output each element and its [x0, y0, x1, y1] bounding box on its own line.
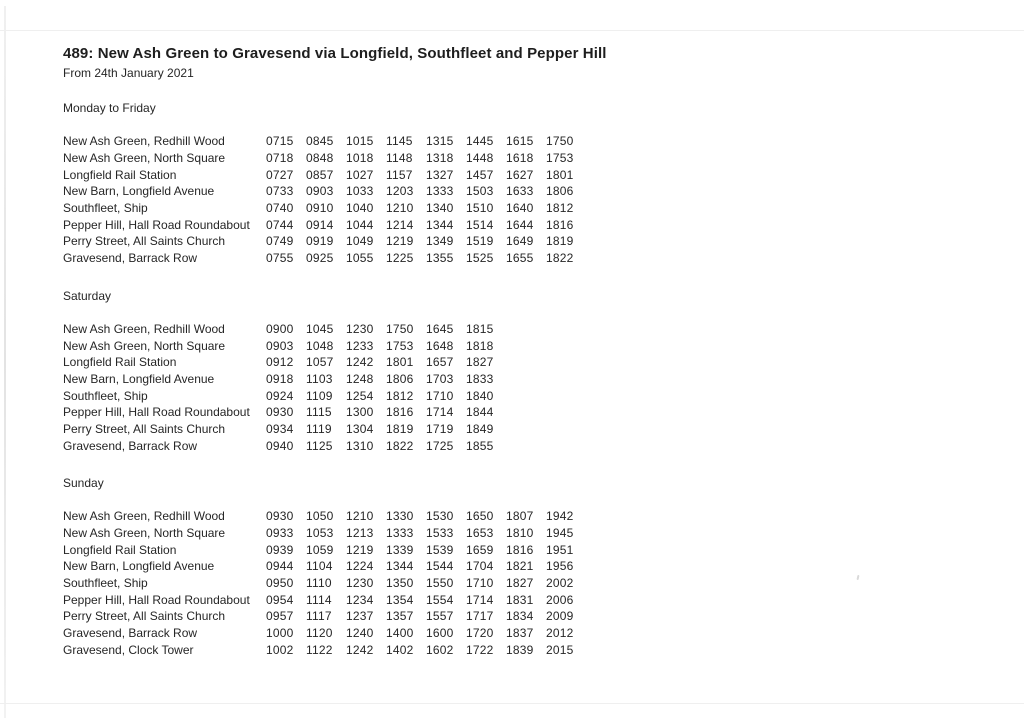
- stop-name: Gravesend, Clock Tower: [63, 642, 194, 657]
- stop-name: New Ash Green, North Square: [63, 338, 226, 353]
- time-cell: 1230: [346, 321, 374, 336]
- time-cell: 1355: [426, 251, 454, 266]
- time-cell: 2015: [546, 642, 574, 657]
- time-cell: 1703: [426, 371, 454, 386]
- time-cell: 1224: [346, 559, 374, 574]
- time-cell: 1110: [306, 576, 332, 591]
- day-label: Monday to Friday: [63, 101, 156, 115]
- time-cell: 1027: [346, 167, 374, 182]
- time-cell: 1834: [506, 609, 534, 624]
- time-cell: 1812: [546, 201, 574, 216]
- stop-name: New Barn, Longfield Avenue: [63, 371, 215, 386]
- timetable-row: [63, 437, 963, 454]
- stop-name: Gravesend, Barrack Row: [63, 251, 198, 266]
- timetable-row: [63, 421, 963, 438]
- time-cell: 0930: [266, 405, 294, 420]
- timetable-row: [63, 591, 963, 608]
- time-cell: 1234: [346, 592, 374, 607]
- time-cell: 1242: [346, 355, 374, 370]
- timetable-row: [63, 321, 963, 338]
- time-cell: 1753: [546, 151, 574, 166]
- time-cell: 1237: [346, 609, 374, 624]
- time-cell: 0857: [306, 167, 334, 182]
- stop-name: Pepper Hill, Hall Road Roundabout: [63, 217, 250, 232]
- time-cell: 1822: [386, 438, 414, 453]
- timetable-row: [63, 354, 963, 371]
- time-cell: 0914: [306, 217, 334, 232]
- time-cell: 1530: [426, 509, 454, 524]
- time-cell: 1645: [426, 321, 454, 336]
- time-cell: 1339: [386, 542, 414, 557]
- time-cell: 1000: [266, 626, 294, 641]
- time-cell: 1554: [426, 592, 454, 607]
- time-cell: 1145: [386, 134, 413, 149]
- timetable-row: [63, 183, 963, 200]
- time-cell: 0718: [266, 151, 294, 166]
- stop-name: Southfleet, Ship: [63, 576, 148, 591]
- day-section: [63, 288, 963, 455]
- timetable-row: [63, 387, 963, 404]
- time-cell: 1457: [466, 167, 494, 182]
- time-cell: 0749: [266, 234, 294, 249]
- time-cell: 1045: [306, 321, 334, 336]
- time-cell: 1230: [346, 576, 374, 591]
- time-cell: 1327: [426, 167, 454, 182]
- timetable-row: [63, 337, 963, 354]
- time-cell: 1219: [346, 542, 374, 557]
- time-cell: 1048: [306, 338, 334, 353]
- time-cell: 1539: [426, 542, 454, 557]
- time-cell: 0900: [266, 321, 294, 336]
- time-cell: 1214: [386, 217, 414, 232]
- time-cell: 1655: [506, 251, 534, 266]
- timetable-row: [63, 150, 963, 167]
- time-cell: 1203: [386, 184, 414, 199]
- time-cell: 0940: [266, 438, 294, 453]
- time-cell: 1210: [386, 201, 414, 216]
- timetable-row: [63, 216, 963, 233]
- time-cell: 0715: [266, 134, 294, 149]
- stop-name: New Barn, Longfield Avenue: [63, 184, 215, 199]
- time-cell: 1053: [306, 526, 334, 541]
- timetable-row: [63, 541, 963, 558]
- time-cell: 1816: [386, 405, 414, 420]
- time-cell: 1640: [506, 201, 534, 216]
- time-cell: 1720: [466, 626, 494, 641]
- timetable-grid: [63, 133, 963, 267]
- time-cell: 1333: [426, 184, 454, 199]
- time-cell: 0903: [306, 184, 334, 199]
- time-cell: 1033: [346, 184, 374, 199]
- time-cell: 1812: [386, 388, 414, 403]
- time-cell: 1849: [466, 421, 494, 436]
- timetable-row: [63, 575, 963, 592]
- time-cell: 1544: [426, 559, 454, 574]
- time-cell: 1855: [466, 438, 494, 453]
- day-label: Sunday: [63, 476, 104, 490]
- stop-name: Southfleet, Ship: [63, 201, 148, 216]
- time-cell: 1648: [426, 338, 454, 353]
- stop-name: Longfield Rail Station: [63, 167, 177, 182]
- timetable-row: [63, 558, 963, 575]
- time-cell: 1819: [386, 421, 414, 436]
- timetable-row: [63, 508, 963, 525]
- time-cell: 1602: [426, 642, 454, 657]
- stop-name: New Ash Green, North Square: [63, 151, 226, 166]
- time-cell: 1807: [506, 509, 534, 524]
- time-cell: 1103: [306, 371, 333, 386]
- time-cell: 1827: [506, 576, 534, 591]
- stop-name: New Ash Green, Redhill Wood: [63, 321, 225, 336]
- time-cell: 0744: [266, 217, 294, 232]
- time-cell: 1533: [426, 526, 454, 541]
- time-cell: 1157: [386, 167, 413, 182]
- time-cell: 2002: [546, 576, 574, 591]
- time-cell: 0930: [266, 509, 294, 524]
- time-cell: 1659: [466, 542, 494, 557]
- time-cell: 1714: [426, 405, 454, 420]
- time-cell: 1050: [306, 509, 334, 524]
- timetable-row: [63, 608, 963, 625]
- time-cell: 1514: [466, 217, 494, 232]
- time-cell: 0903: [266, 338, 294, 353]
- time-cell: 1119: [306, 421, 332, 436]
- timetable-grid: [63, 321, 963, 455]
- time-cell: 1330: [386, 509, 414, 524]
- time-cell: 1633: [506, 184, 534, 199]
- time-cell: 1344: [426, 217, 454, 232]
- stop-name: Gravesend, Barrack Row: [63, 438, 198, 453]
- time-cell: 1120: [306, 626, 333, 641]
- time-cell: 1233: [346, 338, 374, 353]
- scan-line-bottom-artifact: [0, 703, 1024, 704]
- time-cell: 1115: [306, 405, 332, 420]
- time-cell: 1831: [506, 592, 534, 607]
- time-cell: 0918: [266, 371, 294, 386]
- time-cell: 1122: [306, 642, 333, 657]
- time-cell: 1806: [546, 184, 574, 199]
- time-cell: 0727: [266, 167, 294, 182]
- timetable-row: [63, 642, 963, 659]
- time-cell: 1109: [306, 388, 333, 403]
- time-cell: 1627: [506, 167, 534, 182]
- day-section: [63, 475, 963, 658]
- time-cell: 1055: [346, 251, 374, 266]
- time-cell: 0950: [266, 576, 294, 591]
- timetable-row: [63, 625, 963, 642]
- time-cell: 0755: [266, 251, 294, 266]
- timetable-row: [63, 250, 963, 267]
- time-cell: 1002: [266, 642, 294, 657]
- time-cell: 1340: [426, 201, 454, 216]
- time-cell: 1357: [386, 609, 414, 624]
- time-cell: 1839: [506, 642, 534, 657]
- time-cell: 1242: [346, 642, 374, 657]
- time-cell: 1801: [546, 167, 574, 182]
- time-cell: 1951: [546, 542, 574, 557]
- stop-name: Gravesend, Barrack Row: [63, 626, 198, 641]
- time-cell: 1503: [466, 184, 494, 199]
- time-cell: 1525: [466, 251, 494, 266]
- time-cell: 0910: [306, 201, 334, 216]
- stop-name: Longfield Rail Station: [63, 355, 177, 370]
- timetable-grid: [63, 508, 963, 658]
- stop-name: New Barn, Longfield Avenue: [63, 559, 215, 574]
- time-cell: 1816: [506, 542, 534, 557]
- time-cell: 0933: [266, 526, 294, 541]
- time-cell: 0944: [266, 559, 294, 574]
- time-cell: 1833: [466, 371, 494, 386]
- time-cell: 0954: [266, 592, 294, 607]
- time-cell: 1049: [346, 234, 374, 249]
- day-label: Saturday: [63, 288, 112, 303]
- day-section: [63, 100, 963, 267]
- time-cell: 1714: [466, 592, 494, 607]
- time-cell: 1350: [386, 576, 414, 591]
- time-cell: 1810: [506, 526, 534, 541]
- time-cell: 1753: [386, 338, 414, 353]
- time-cell: 1819: [546, 234, 574, 249]
- time-cell: 1710: [466, 576, 494, 591]
- time-cell: 1018: [346, 151, 374, 166]
- timetable-row: [63, 404, 963, 421]
- time-cell: 1710: [426, 388, 454, 403]
- time-cell: 1148: [386, 151, 413, 166]
- time-cell: 1400: [386, 626, 414, 641]
- time-cell: 1719: [426, 421, 454, 436]
- time-cell: 1750: [386, 321, 414, 336]
- time-cell: 1657: [426, 355, 454, 370]
- time-cell: 1445: [466, 134, 494, 149]
- time-cell: 1448: [466, 151, 494, 166]
- time-cell: 1815: [466, 321, 494, 336]
- stop-name: Perry Street, All Saints Church: [63, 421, 226, 436]
- time-cell: 1015: [346, 134, 374, 149]
- time-cell: 1510: [466, 201, 494, 216]
- stop-name: Pepper Hill, Hall Road Roundabout: [63, 405, 250, 420]
- time-cell: 0845: [306, 134, 334, 149]
- time-cell: 0957: [266, 609, 294, 624]
- time-cell: 1210: [346, 509, 374, 524]
- stop-name: Perry Street, All Saints Church: [63, 609, 226, 624]
- time-cell: 1750: [546, 134, 574, 149]
- time-cell: 1354: [386, 592, 414, 607]
- time-cell: 1844: [466, 405, 494, 420]
- time-cell: 1519: [466, 234, 494, 249]
- time-cell: 1615: [506, 134, 534, 149]
- time-cell: 1240: [346, 626, 374, 641]
- time-cell: 1219: [386, 234, 414, 249]
- time-cell: 0733: [266, 184, 294, 199]
- time-cell: 1333: [386, 526, 414, 541]
- time-cell: 1821: [506, 559, 534, 574]
- time-cell: 1942: [546, 509, 574, 524]
- time-cell: 1818: [466, 338, 494, 353]
- stop-name: New Ash Green, Redhill Wood: [63, 509, 225, 524]
- time-cell: 1300: [346, 405, 374, 420]
- time-cell: 1304: [346, 421, 374, 436]
- timetable-row: [63, 233, 963, 250]
- time-cell: 1114: [306, 592, 332, 607]
- page-title: 489: New Ash Green to Gravesend via Longfield, Southfleet and Pepper Hill: [63, 45, 607, 62]
- time-cell: 1254: [346, 388, 374, 403]
- timetable-row: [63, 525, 963, 542]
- time-cell: 0934: [266, 421, 294, 436]
- time-cell: 1557: [426, 609, 454, 624]
- time-cell: 1104: [306, 559, 333, 574]
- time-cell: 1801: [386, 355, 414, 370]
- time-cell: 1653: [466, 526, 494, 541]
- timetable-page: [63, 44, 963, 658]
- time-cell: 1945: [546, 526, 574, 541]
- time-cell: 1349: [426, 234, 454, 249]
- time-cell: 2009: [546, 609, 574, 624]
- time-cell: 2006: [546, 592, 574, 607]
- page-subtitle: From 24th January 2021: [63, 66, 194, 80]
- time-cell: 1213: [346, 526, 374, 541]
- time-cell: 1618: [506, 151, 534, 166]
- time-cell: 1649: [506, 234, 534, 249]
- time-cell: 0925: [306, 251, 334, 266]
- time-cell: 1650: [466, 509, 494, 524]
- stop-name: New Ash Green, North Square: [63, 526, 226, 541]
- time-cell: 1704: [466, 559, 494, 574]
- time-cell: 1822: [546, 251, 574, 266]
- time-cell: 1318: [426, 151, 454, 166]
- time-cell: 0912: [266, 355, 294, 370]
- time-cell: 0740: [266, 201, 294, 216]
- time-cell: 1550: [426, 576, 454, 591]
- timetable-row: [63, 166, 963, 183]
- time-cell: 1310: [346, 438, 374, 453]
- time-cell: 1956: [546, 559, 574, 574]
- stop-name: Longfield Rail Station: [63, 542, 177, 557]
- time-cell: 1816: [546, 217, 574, 232]
- time-cell: 0924: [266, 388, 294, 403]
- stop-name: Perry Street, All Saints Church: [63, 234, 226, 249]
- time-cell: 0919: [306, 234, 334, 249]
- scan-edge-left-artifact: [4, 6, 6, 718]
- time-cell: 1225: [386, 251, 414, 266]
- scan-line-top-artifact: [0, 30, 1024, 31]
- time-cell: 0848: [306, 151, 334, 166]
- timetable-row: [63, 133, 963, 150]
- stop-name: Pepper Hill, Hall Road Roundabout: [63, 592, 250, 607]
- time-cell: 1600: [426, 626, 454, 641]
- time-cell: 1044: [346, 217, 374, 232]
- timetable-row: [63, 200, 963, 217]
- time-cell: 1827: [466, 355, 494, 370]
- time-cell: 1840: [466, 388, 494, 403]
- time-cell: 1057: [306, 355, 334, 370]
- stop-name: Southfleet, Ship: [63, 388, 148, 403]
- time-cell: 1806: [386, 371, 414, 386]
- time-cell: 0939: [266, 542, 294, 557]
- time-cell: 1040: [346, 201, 374, 216]
- time-cell: 1837: [506, 626, 534, 641]
- time-cell: 1125: [306, 438, 333, 453]
- time-cell: 1315: [426, 134, 454, 149]
- time-cell: 1248: [346, 371, 374, 386]
- timetable-sections: [63, 100, 963, 658]
- time-cell: 1059: [306, 542, 334, 557]
- time-cell: 1344: [386, 559, 414, 574]
- time-cell: 1717: [466, 609, 494, 624]
- timetable-row: [63, 371, 963, 388]
- time-cell: 1722: [466, 642, 494, 657]
- time-cell: 2012: [546, 626, 574, 641]
- time-cell: 1644: [506, 217, 534, 232]
- time-cell: 1117: [306, 609, 332, 624]
- time-cell: 1402: [386, 642, 414, 657]
- stop-name: New Ash Green, Redhill Wood: [63, 134, 225, 149]
- time-cell: 1725: [426, 438, 454, 453]
